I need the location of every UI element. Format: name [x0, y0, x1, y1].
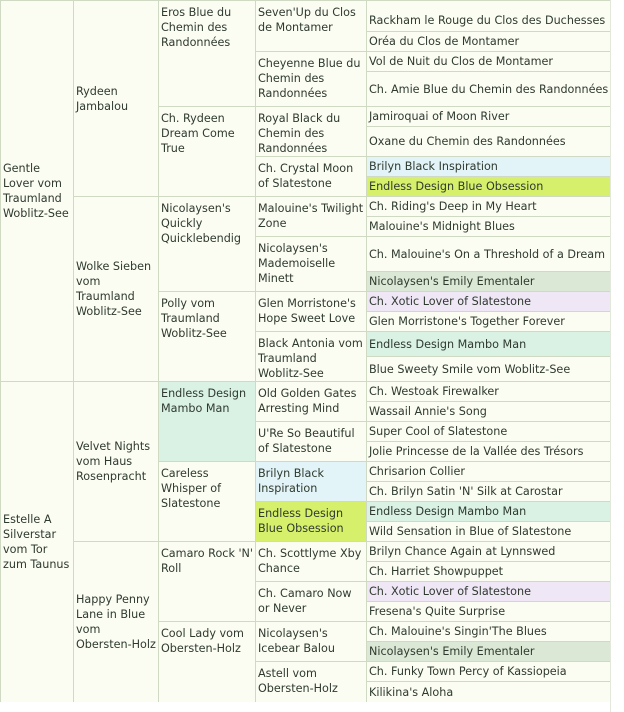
gen3-dog[interactable]	[158, 461, 257, 542]
dog-name-label: Jolie Princesse de la Vallée des Trésors	[369, 445, 584, 458]
gen5-dog[interactable]	[366, 641, 612, 662]
dog-name-label: Nicolaysen's Icebear Balou	[258, 627, 335, 655]
gen5-dog[interactable]	[366, 271, 612, 292]
dog-name-label: Ch. Brilyn Satin 'N' Silk at Carostar	[369, 485, 563, 498]
dog-name-label: Endless Design Mambo Man	[369, 337, 527, 351]
dog-name-label: Endless Design Mambo Man	[369, 505, 527, 518]
gen4-dog[interactable]	[255, 541, 368, 582]
dog-name-label: Ch. Rydeen Dream Come True	[161, 112, 235, 155]
table-bottom-edge	[0, 702, 610, 712]
gen4-dog[interactable]	[255, 381, 368, 422]
gen5-dog[interactable]	[366, 521, 612, 542]
gen5-dog[interactable]	[366, 356, 612, 382]
dog-name-label: Old Golden Gates Arresting Mind	[258, 387, 357, 415]
gen4-dog[interactable]	[255, 0, 368, 52]
gen5-dog[interactable]	[366, 621, 612, 642]
gen5-dog[interactable]	[366, 601, 612, 622]
dog-name-label: Ch. Scottlyme Xby Chance	[258, 547, 362, 575]
dog-name-label: Oréa du Clos de Montamer	[369, 35, 520, 48]
gen4-dog[interactable]	[255, 501, 368, 542]
dog-name-label: Ch. Malouine's Singin'The Blues	[369, 625, 547, 638]
dog-name-label: Camaro Rock 'N' Roll	[161, 547, 253, 575]
gen5-dog[interactable]	[366, 311, 612, 332]
gen4-dog[interactable]	[255, 581, 368, 622]
gen3-dog[interactable]	[158, 0, 257, 107]
gen5-dog[interactable]	[366, 291, 612, 312]
dog-name-label: Happy Penny Lane in Blue vom Obersten-Holz	[76, 593, 156, 651]
dog-name-label: Wolke Sieben vom Traumland Woblitz-See	[76, 260, 152, 318]
dog-name-label: Ch. Xotic Lover of Slatestone	[369, 295, 531, 308]
gen4-dog[interactable]	[255, 196, 368, 237]
dog-name-label: Wassail Annie's Song	[369, 405, 487, 418]
gen5-dog[interactable]	[366, 51, 612, 72]
dog-name-label: Nicolaysen's Emily Ementaler	[369, 275, 535, 288]
gen2-dog[interactable]	[73, 196, 160, 382]
dog-name-label: Careless Whisper of Slatestone	[161, 467, 222, 510]
dog-name-label: Blue Sweety Smile vom Woblitz-See	[369, 362, 571, 376]
dog-name-label: Cool Lady vom Obersten-Holz	[161, 627, 244, 655]
dog-name-label: Ch. Camaro Now or Never	[258, 587, 352, 615]
gen5-dog[interactable]	[366, 501, 612, 522]
dog-name-label: Endless Design Blue Obsession	[369, 180, 544, 193]
gen3-dog[interactable]	[158, 381, 257, 462]
gen4-dog[interactable]	[255, 106, 368, 157]
gen5-dog[interactable]	[366, 331, 612, 357]
gen3-dog[interactable]	[158, 621, 257, 703]
dog-name-label: Malouine's Twilight Zone	[258, 202, 364, 230]
gen5-dog[interactable]	[366, 581, 612, 602]
dog-name-label: Velvet Nights vom Haus Rosenpracht	[76, 440, 151, 483]
dog-name-label: Estelle A Silverstar vom Tor zum Taunus	[3, 513, 70, 571]
dog-name-label: Chrisarion Collier	[369, 465, 465, 478]
dog-name-label: Ch. Funky Town Percy of Kassiopeia	[369, 665, 567, 678]
gen5-dog[interactable]	[366, 561, 612, 582]
dog-name-label: Brilyn Black Inspiration	[258, 467, 325, 495]
dog-name-label: Polly vom Traumland Woblitz-See	[161, 297, 227, 340]
gen5-dog[interactable]	[366, 31, 612, 52]
gen5-dog[interactable]	[366, 156, 612, 177]
dog-name-label: Eros Blue du Chemin des Randonnées	[161, 6, 232, 49]
dog-name-label: Ch. Harriet Showpuppet	[369, 565, 504, 578]
gen4-dog[interactable]	[255, 621, 368, 662]
gen2-dog[interactable]	[73, 541, 160, 703]
dog-name-label: Endless Design Mambo Man	[161, 387, 247, 415]
dog-name-label: Cheyenne Blue du Chemin des Randonnées	[258, 57, 361, 100]
gen5-dog[interactable]	[366, 126, 612, 157]
gen5-dog[interactable]	[366, 421, 612, 442]
dog-name-label: Ch. Riding's Deep in My Heart	[369, 200, 537, 213]
gen5-dog[interactable]	[366, 681, 612, 703]
dog-name-label: Black Antonia vom Traumland Woblitz-See	[258, 337, 363, 380]
dog-name-label: Brilyn Chance Again at Lynnswed	[369, 545, 556, 558]
dog-name-label: Nicolaysen's Quickly Quicklebendig	[161, 202, 242, 245]
gen5-dog[interactable]	[366, 216, 612, 237]
gen4-dog[interactable]	[255, 51, 368, 107]
dog-name-label: Fresena's Quite Surprise	[369, 605, 506, 618]
dog-name-label: Glen Morristone's Hope Sweet Love	[258, 297, 356, 325]
dog-name-label: Endless Design Blue Obsession	[258, 507, 344, 535]
gen5-dog[interactable]	[366, 481, 612, 502]
gen2-dog[interactable]	[73, 381, 160, 542]
gen3-dog[interactable]	[158, 291, 257, 382]
dog-name-label: Kilikina's Aloha	[369, 685, 454, 699]
gen5-dog[interactable]	[366, 236, 612, 272]
dog-name-label: Ch. Westoak Firewalker	[369, 385, 499, 398]
dog-name-label: Brilyn Black Inspiration	[369, 160, 498, 173]
gen4-dog[interactable]	[255, 661, 368, 703]
dog-name-label: Jamiroquai of Moon River	[369, 110, 510, 123]
gen1-dog[interactable]	[0, 0, 75, 382]
gen5-dog[interactable]	[366, 0, 612, 32]
dog-name-label: Rydeen Jambalou	[76, 84, 129, 113]
gen4-dog[interactable]	[255, 331, 368, 382]
dog-name-label: Royal Black du Chemin des Randonnées	[258, 112, 341, 155]
dog-name-label: Seven'Up du Clos de Montamer	[258, 6, 356, 34]
gen3-dog[interactable]	[158, 196, 257, 292]
gen1-dog[interactable]	[0, 381, 75, 703]
gen5-dog[interactable]	[366, 661, 612, 682]
gen4-dog[interactable]	[255, 291, 368, 332]
dog-name-label: Ch. Crystal Moon of Slatestone	[258, 162, 354, 190]
dog-name-label: Gentle Lover vom Traumland Woblitz-See	[3, 162, 69, 220]
dog-name-label: U'Re So Beautiful of Slatestone	[258, 427, 355, 455]
dog-name-label: Nicolaysen's Mademoiselle Minett	[258, 242, 336, 285]
dog-name-label: Ch. Malouine's On a Threshold of a Dream	[369, 247, 606, 261]
gen3-dog[interactable]	[158, 541, 257, 622]
dog-name-label: Rackham le Rouge du Clos des Duchesses	[369, 14, 606, 27]
gen5-dog[interactable]	[366, 401, 612, 422]
vertical-scrollbar[interactable]	[610, 0, 624, 712]
gen5-dog[interactable]	[366, 106, 612, 127]
dog-name-label: Ch. Xotic Lover of Slatestone	[369, 585, 531, 598]
gen5-dog[interactable]	[366, 461, 612, 482]
dog-name-label: Malouine's Midnight Blues	[369, 220, 515, 233]
dog-name-label: Astell vom Obersten-Holz	[258, 667, 338, 695]
dog-name-label: Vol de Nuit du Clos de Montamer	[369, 55, 553, 68]
dog-name-label: Ch. Amie Blue du Chemin des Randonnées	[369, 82, 609, 96]
gen5-dog[interactable]	[366, 71, 612, 107]
gen5-dog[interactable]	[366, 381, 612, 402]
gen3-dog[interactable]	[158, 106, 257, 197]
gen5-dog[interactable]	[366, 441, 612, 462]
dog-name-label: Glen Morristone's Together Forever	[369, 315, 565, 328]
dog-name-label: Oxane du Chemin des Randonnées	[369, 135, 566, 148]
dog-name-label: Wild Sensation in Blue of Slatestone	[369, 525, 572, 538]
dog-name-label: Nicolaysen's Emily Ementaler	[369, 645, 535, 658]
gen2-dog[interactable]	[73, 0, 160, 197]
gen5-dog[interactable]	[366, 196, 612, 217]
gen4-dog[interactable]	[255, 421, 368, 462]
gen4-dog[interactable]	[255, 156, 368, 197]
gen4-dog[interactable]	[255, 461, 368, 502]
dog-name-label: Super Cool of Slatestone	[369, 425, 508, 438]
gen5-dog[interactable]	[366, 541, 612, 562]
gen5-dog[interactable]	[366, 176, 612, 197]
gen4-dog[interactable]	[255, 236, 368, 292]
